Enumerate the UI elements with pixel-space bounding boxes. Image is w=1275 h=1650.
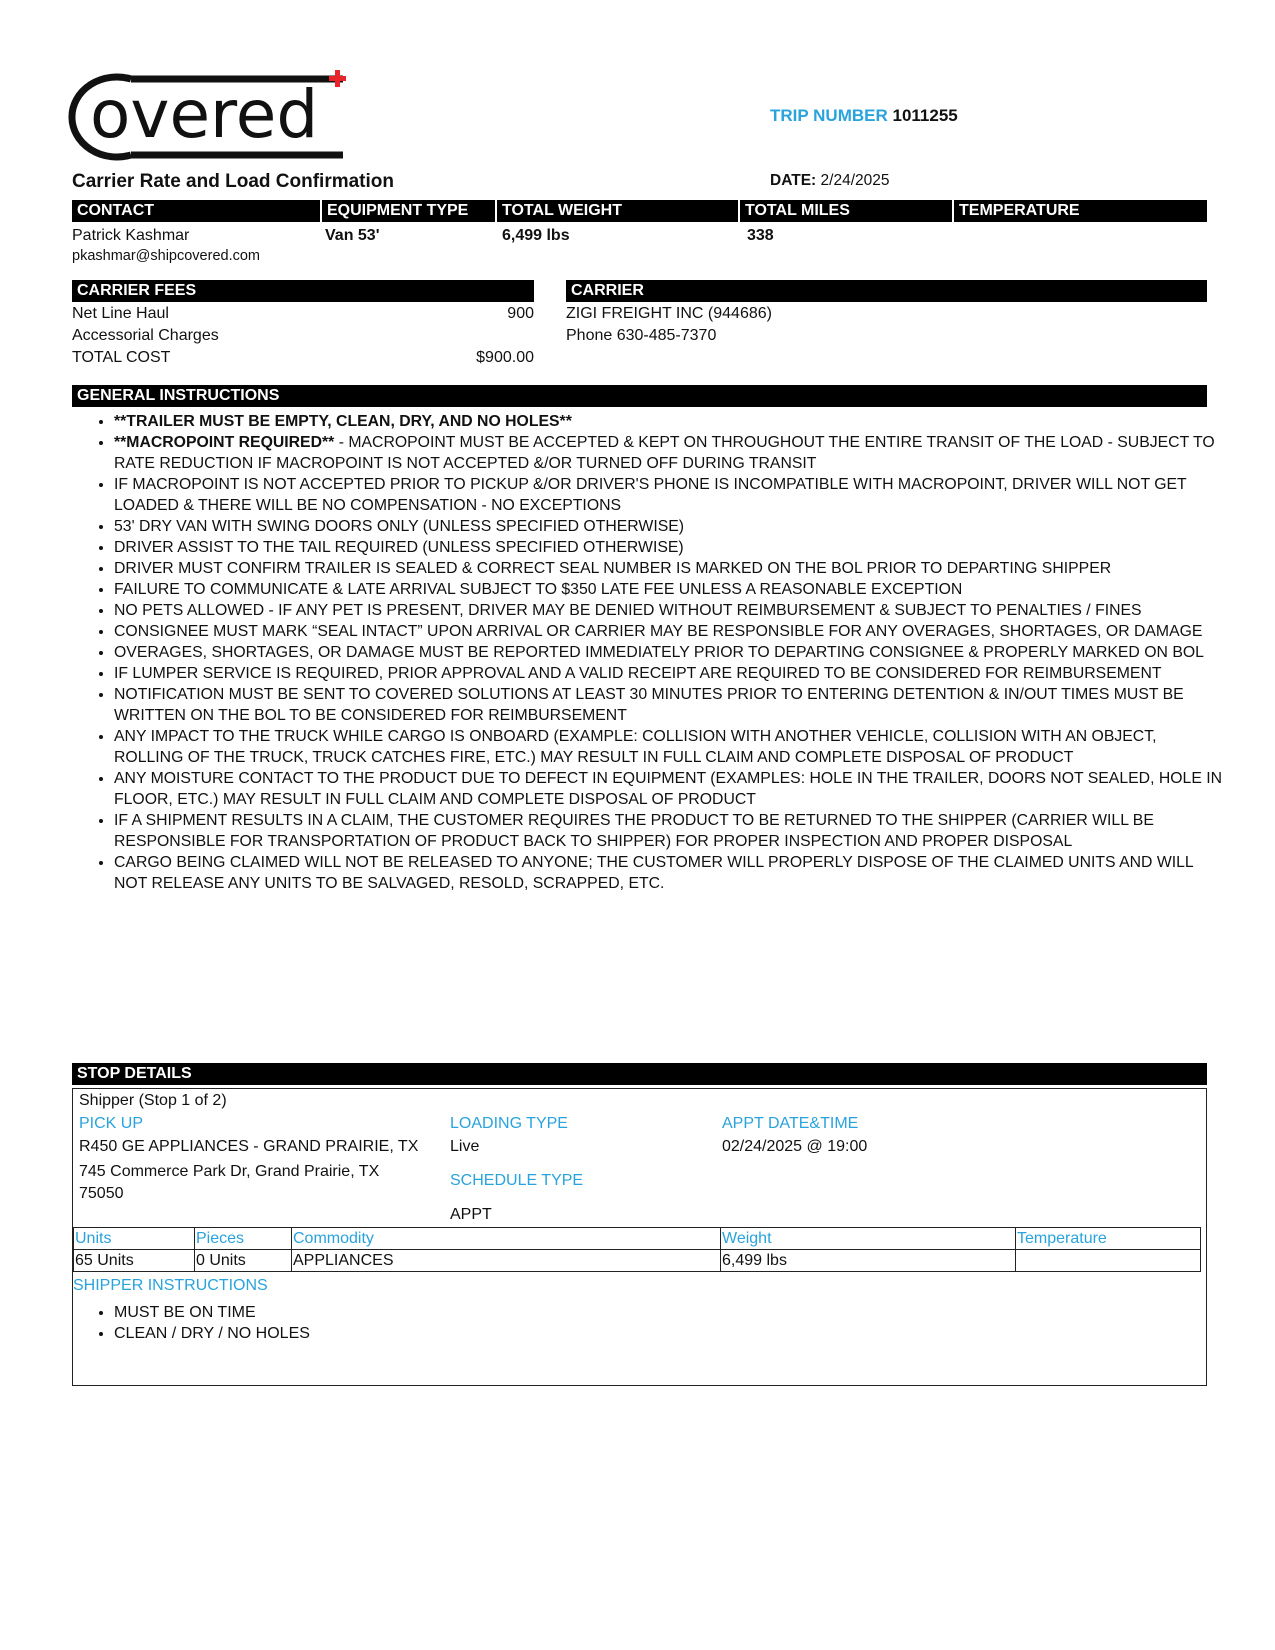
instruction-item [114, 537, 1229, 558]
instruction-item [114, 579, 1229, 600]
table-cell: 65 Units [74, 1250, 195, 1272]
trip-number [770, 106, 958, 126]
column-header: Pieces [195, 1228, 292, 1250]
pickup-name: R450 GE APPLIANCES - GRAND PRAIRIE, TX [79, 1138, 419, 1155]
instruction-item [114, 411, 1229, 432]
date-label: DATE: [770, 172, 817, 189]
instruction-item [114, 768, 1229, 810]
temperature-header: TEMPERATURE [952, 200, 1207, 222]
column-header: Temperature [1016, 1228, 1201, 1250]
page-title: Carrier Rate and Load Confirmation [72, 171, 394, 192]
pickup-address: 745 Commerce Park Dr, Grand Prairie, TX 75050 [79, 1163, 380, 1202]
fee-label: Net Line Haul [72, 305, 169, 322]
column-header: Commodity [292, 1228, 721, 1250]
instruction-text: CONSIGNEE MUST MARK “SEAL INTACT” UPON ARRIVAL OR CARRIER MAY BE RESPONSIBLE FOR ANY OVERAGES, SHORTAGES, OR DAMAGE [114, 623, 1203, 640]
loading-type-label: LOADING TYPE [450, 1115, 568, 1132]
instruction-item [114, 432, 1229, 474]
instruction-text: ANY IMPACT TO THE TRUCK WHILE CARGO IS ONBOARD (EXAMPLE: COLLISION WITH ANOTHER VEHICLE, COLLISION WITH AN OBJECT, ROLLING OF THE TRUCK, TRUCK CATCHES FIRE, ETC.) MAY RESULT IN FULL CLAIM AND COMPLETE DISPOSAL OF PRODUCT [114, 728, 1157, 766]
equipment-value: Van 53' [325, 227, 380, 244]
general-instructions-header [72, 385, 1207, 407]
document-date [770, 172, 890, 190]
contact-email: pkashmar@shipcovered.com [72, 248, 260, 264]
instruction-text: OVERAGES, SHORTAGES, OR DAMAGE MUST BE REPORTED IMMEDIATELY PRIOR TO DEPARTING CONSIGNEE & PROPERLY MARKED ON BOL [114, 644, 1204, 661]
instruction-item [114, 558, 1229, 579]
weight-header: TOTAL WEIGHT [495, 200, 738, 222]
table-cell: APPLIANCES [292, 1250, 721, 1272]
trip-number-value: 1011255 [892, 106, 958, 125]
instruction-item [114, 642, 1229, 663]
instruction-text: IF MACROPOINT IS NOT ACCEPTED PRIOR TO PICKUP &/OR DRIVER'S PHONE IS INCOMPATIBLE WITH MACROPOINT, DRIVER WILL NOT GET LOADED & THERE WILL BE NO COMPENSATION - NO EXCEPTIONS [114, 476, 1187, 514]
contact-header: CONTACT [77, 202, 155, 219]
summary-header-bar [72, 200, 1207, 222]
shipper-instructions-label: SHIPPER INSTRUCTIONS [73, 1277, 268, 1294]
instruction-item [114, 726, 1229, 768]
shipper-instructions-list [88, 1302, 310, 1344]
instruction-text: DRIVER ASSIST TO THE TAIL REQUIRED (UNLESS SPECIFIED OTHERWISE) [114, 539, 684, 556]
instruction-text: 53' DRY VAN WITH SWING DOORS ONLY (UNLESS SPECIFIED OTHERWISE) [114, 518, 685, 535]
list-item: • MUST BE ON TIME [114, 1302, 310, 1323]
carrier-phone: Phone 630-485-7370 [566, 327, 717, 344]
fee-line-haul [72, 303, 534, 325]
stop-details-header [72, 1063, 1207, 1085]
instruction-text: ANY MOISTURE CONTACT TO THE PRODUCT DUE TO DEFECT IN EQUIPMENT (EXAMPLES: HOLE IN THE TRAILER, DOORS NOT SEALED, HOLE IN FLOOR, ETC.) MAY RESULT IN FULL CLAIM AND COMPLETE DISPOSAL OF PRODUCT [114, 770, 1223, 808]
carrier-fees-header [72, 280, 534, 302]
instruction-item [114, 684, 1229, 726]
stop-details-header-label: STOP DETAILS [77, 1065, 192, 1082]
date-value: 2/24/2025 [820, 172, 890, 189]
instruction-item [114, 474, 1229, 516]
instruction-text: IF A SHIPMENT RESULTS IN A CLAIM, THE CUSTOMER REQUIRES THE PRODUCT TO BE RETURNED TO THE SHIPPER (CARRIER WILL BE RESPONSIBLE FOR TRANSPORTATION OF PRODUCT BACK TO SHIPPER) FOR PROPER INSPECTION AND PROPER DISPOSAL [114, 812, 1154, 850]
carrier-name: ZIGI FREIGHT INC (944686) [566, 305, 772, 322]
instruction-item [114, 810, 1229, 852]
general-instructions-list [88, 411, 1229, 894]
instruction-item [114, 516, 1229, 537]
trip-number-label: TRIP NUMBER [770, 106, 888, 125]
weight-value: 6,499 lbs [502, 227, 570, 244]
instruction-text: - MACROPOINT MUST BE ACCEPTED & KEPT ON THROUGHOUT THE ENTIRE TRANSIT OF THE LOAD - SUBJECT TO RATE REDUCTION IF MACROPOINT IS NOT ACCEPTED &/OR TURNED OFF DURING TRANSIT [114, 434, 1215, 472]
fee-accessorial [72, 325, 534, 347]
schedule-type-label: SCHEDULE TYPE [450, 1172, 584, 1189]
instruction-bold-text: **MACROPOINT REQUIRED** [114, 434, 335, 451]
table-cell: 0 Units [195, 1250, 292, 1272]
column-header: Units [74, 1228, 195, 1250]
fee-label: Accessorial Charges [72, 327, 219, 344]
general-instructions-header-label: GENERAL INSTRUCTIONS [77, 387, 280, 404]
commodity-table [73, 1227, 1201, 1272]
schedule-type-value: APPT [450, 1206, 492, 1223]
carrier-header-label: CARRIER [571, 282, 644, 299]
list-item: • CLEAN / DRY / NO HOLES [114, 1323, 310, 1344]
instruction-text: FAILURE TO COMMUNICATE & LATE ARRIVAL SUBJECT TO $350 LATE FEE UNLESS A REASONABLE EXCEPTION [114, 581, 963, 598]
instruction-item [114, 600, 1229, 621]
fee-label: TOTAL COST [72, 349, 171, 366]
instruction-bold-text: **TRAILER MUST BE EMPTY, CLEAN, DRY, AND NO HOLES** [114, 413, 572, 430]
column-header: Weight [721, 1228, 1016, 1250]
fee-value: $900.00 [476, 349, 534, 366]
instruction-item [114, 852, 1229, 894]
instruction-text: DRIVER MUST CONFIRM TRAILER IS SEALED & CORRECT SEAL NUMBER IS MARKED ON THE BOL PRIOR TO DEPARTING SHIPPER [114, 560, 1112, 577]
fee-value: 900 [507, 305, 534, 322]
table-row [74, 1250, 1201, 1272]
fee-row [72, 303, 534, 369]
table-cell: 6,499 lbs [721, 1250, 1016, 1272]
instruction-text: IF LUMPER SERVICE IS REQUIRED, PRIOR APPROVAL AND A VALID RECEIPT ARE REQUIRED TO BE CONSIDERED FOR REIMBURSEMENT [114, 665, 1162, 682]
equipment-header: EQUIPMENT TYPE [320, 200, 495, 222]
miles-header: TOTAL MILES [738, 200, 952, 222]
instruction-text: NOTIFICATION MUST BE SENT TO COVERED SOLUTIONS AT LEAST 30 MINUTES PRIOR TO ENTERING DETENTION & IN/OUT TIMES MUST BE WRITTEN ON THE BOL TO BE CONSIDERED FOR REIMBURSEMENT [114, 686, 1184, 724]
appt-value: 02/24/2025 @ 19:00 [722, 1138, 868, 1155]
miles-value: 338 [747, 227, 774, 244]
fee-total-cost [72, 347, 534, 369]
table-header-row [74, 1228, 1201, 1250]
table-cell [1016, 1250, 1201, 1272]
instruction-item [114, 621, 1229, 642]
loading-type-value: Live [450, 1138, 480, 1155]
contact-name: Patrick Kashmar [72, 227, 190, 244]
carrier-header [566, 280, 1207, 302]
pickup-label: PICK UP [79, 1115, 144, 1132]
appt-label: APPT DATE&TIME [722, 1115, 859, 1132]
company-logo [68, 66, 358, 162]
logo-wordmark: overed [90, 76, 319, 153]
stop-title: Shipper (Stop 1 of 2) [79, 1092, 227, 1109]
instruction-text: CARGO BEING CLAIMED WILL NOT BE RELEASED TO ANYONE; THE CUSTOMER WILL PROPERLY DISPOSE OF THE CLAIMED UNITS AND WILL NOT RELEASE ANY UNITS TO BE SALVAGED, RESOLD, SCRAPPED, ETC. [114, 854, 1194, 892]
instruction-text: NO PETS ALLOWED - IF ANY PET IS PRESENT, DRIVER MAY BE DENIED WITHOUT REIMBURSEMENT & SUBJECT TO PENALTIES / FINES [114, 602, 1142, 619]
instruction-item [114, 663, 1229, 684]
carrier-fees-header-label: CARRIER FEES [77, 282, 197, 299]
